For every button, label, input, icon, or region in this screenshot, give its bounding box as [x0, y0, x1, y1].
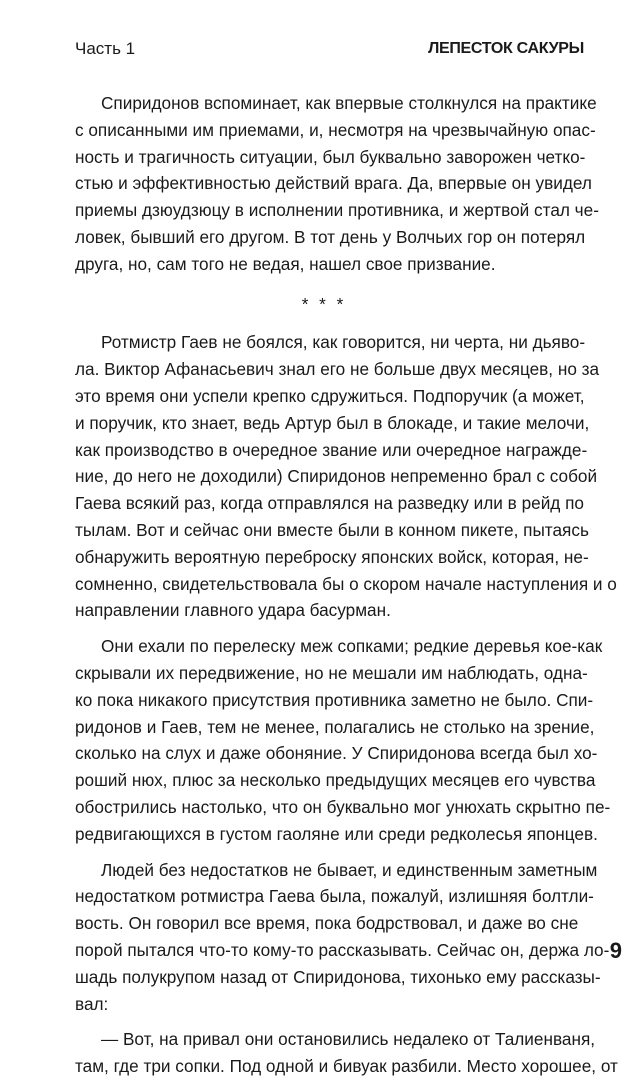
text-line: ла. Виктор Афанасьевич знал его не больше двух месяцев, но за — [75, 359, 600, 380]
text-line: обнаружить вероятную переброску японских войск, которая, не- — [75, 546, 589, 567]
text-line: с описанными им приемами, и, несмотря на чрезвычайную опас- — [75, 119, 596, 140]
text-line: роший нюх, плюс за несколько предыдущих месяцев его чувства — [75, 770, 596, 791]
text-line: там, где три сопки. Под одной и бивуак разбили. Место хорошее, от — [75, 1056, 618, 1077]
paragraph-gap — [75, 624, 573, 633]
page-number: 9 — [609, 938, 622, 963]
text-line: Гаева всякий раз, когда отправлялся на разведку или в рейд по — [75, 493, 584, 514]
page-body — [75, 90, 618, 1080]
text-line: ность и трагичность ситуации, был буквально заворожен четко- — [75, 146, 586, 167]
text-line: редвигающихся в густом гаоляне или среди редколесья японцев. — [75, 823, 598, 844]
paragraph — [75, 329, 617, 624]
text-line: сколько на слух и даже обоняние. У Спиридонова всегда был хо- — [75, 743, 598, 764]
text-line: обострились настолько, что он буквально мог унюхать скрытно пе- — [75, 796, 611, 817]
paragraph-gap — [75, 1017, 573, 1026]
text-line: скрывали их передвижение, но не мешали им наблюдать, одна- — [75, 662, 588, 683]
text-line: сомненно, свидетельствовала бы о скором начале наступления и о — [75, 573, 617, 594]
text-line: ко пока никакого присутствия противника заметно не было. Спи- — [75, 689, 594, 710]
text-line: Они ехали по перелеску меж сопками; редкие деревья кое-как — [101, 636, 603, 657]
paragraph — [75, 90, 599, 278]
text-line: друга, но, сам того не ведая, нашел свое призвание. — [75, 253, 496, 274]
text-line: направлении главного удара басурман. — [75, 600, 391, 621]
text-line: это время они успели крепко сдружиться. Подпоручик (а может, — [75, 385, 585, 406]
text-line: Людей без недостатков не бывает, и единственным заметным — [101, 859, 598, 880]
text-line: вал: — [75, 993, 109, 1014]
text-line: ловек, бывший его другом. В тот день у Волчьих гор он потерял — [75, 226, 586, 247]
paragraph — [75, 857, 610, 1018]
text-line: тылам. Вот и сейчас они вместе были в конном пикете, пытаясь — [75, 519, 589, 540]
paragraph — [75, 1026, 618, 1080]
text-line: недостатком ротмистра Гаева была, пожалуй, излишняя болтли- — [75, 886, 594, 907]
text-line: Спиридонов вспоминает, как впервые столкнулся на практике — [101, 93, 597, 113]
paragraph — [75, 633, 611, 847]
book-title: ЛЕПЕСТОК САКУРЫ — [428, 40, 584, 57]
running-header — [75, 38, 584, 62]
chapter-label: Часть 1 — [75, 39, 136, 58]
text-line: ние, до него не доходили) Спиридонов непременно брал с собой — [75, 466, 598, 487]
text-line: приемы дзюудзюцу в исполнении противника, и жертвой стал че- — [75, 200, 599, 221]
text-line: и поручик, кто знает, ведь Артур был в блокаде, и такие мелочи, — [75, 412, 590, 433]
text-line: стью и эффективностью действий врага. Да, впервые он увидел — [75, 173, 592, 194]
text-line: как производство в очередное звание или очередное награжде- — [75, 439, 588, 460]
text-line: Ротмистр Гаев не боялся, как говорится, ни черта, ни дьяво- — [101, 332, 586, 353]
text-line: шадь полукрупом назад от Спиридонова, тихонько ему рассказы- — [75, 966, 601, 987]
text-line: вость. Он говорил все время, пока бодрствовал, и даже во сне — [75, 913, 579, 934]
text-line: ридонов и Гаев, тем не менее, полагались не столько на зрение, — [75, 716, 595, 737]
paragraph-gap — [75, 848, 573, 857]
text-line: — Вот, на привал они остановились недалеко от Талиенваня, — [101, 1029, 596, 1050]
text-line: порой пытался что-то кому-то рассказывать. Сейчас он, держа ло- — [75, 939, 610, 960]
section-separator: * * * — [301, 293, 347, 314]
